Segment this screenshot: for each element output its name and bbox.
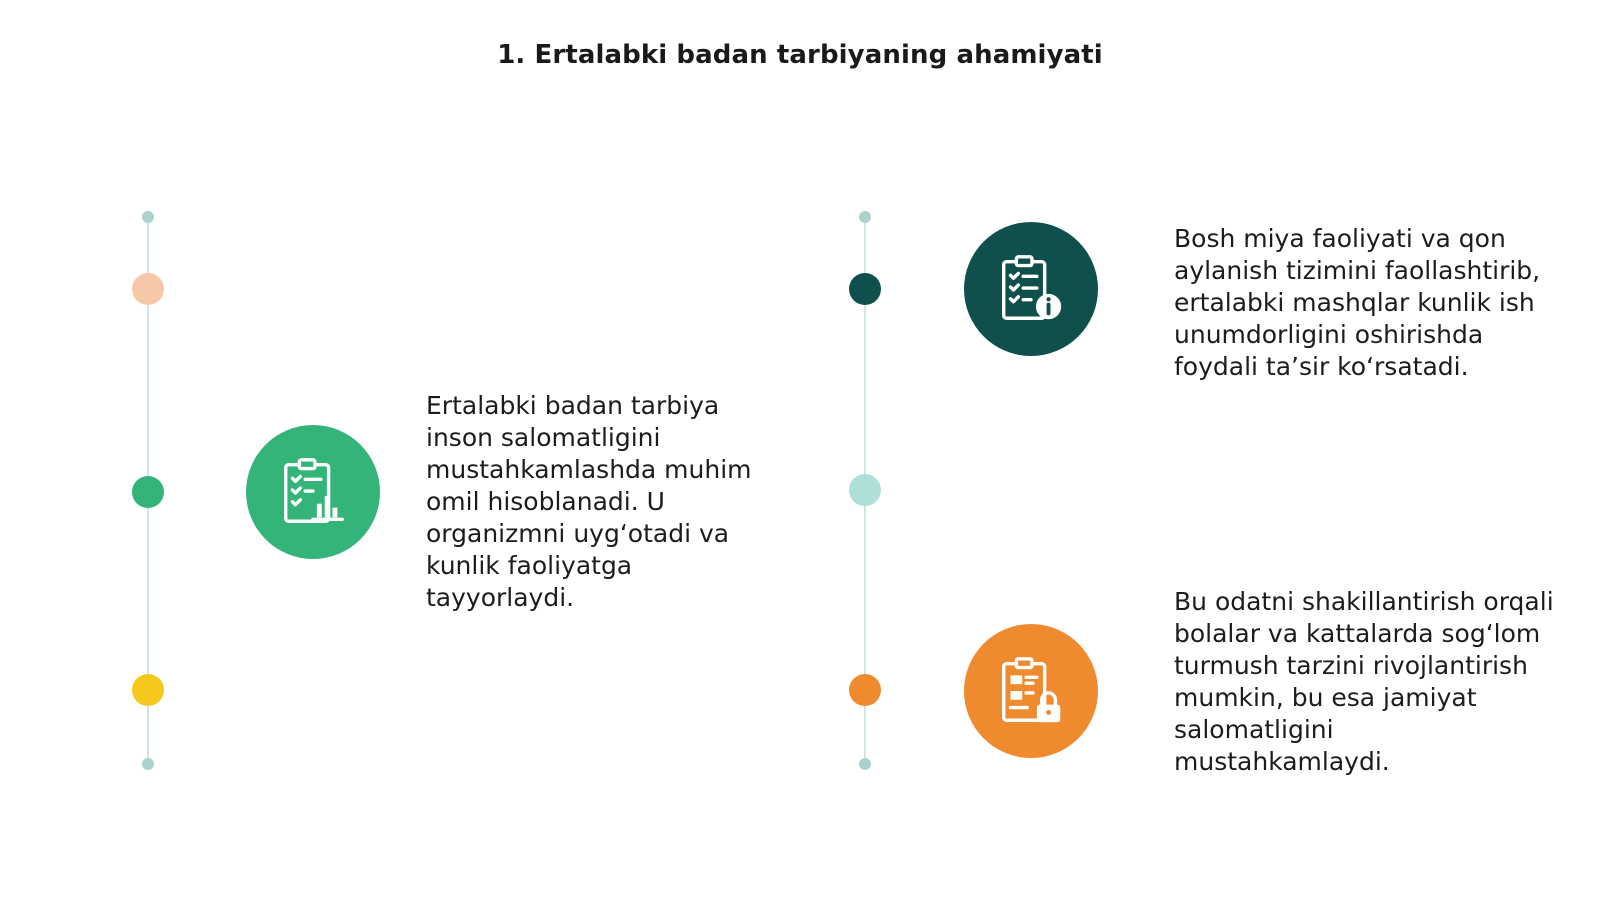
timeline-marker-mint [849,474,881,506]
timeline-marker-yellow [132,674,164,706]
timeline-marker-orange [849,674,881,706]
clipboard-lock-icon [964,624,1098,758]
page-title: 1. Ertalabki badan tarbiyaning ahamiyati [497,40,1103,70]
timeline-marker-dark-teal [849,273,881,305]
clipboard-chart-icon [246,425,380,559]
clipboard-info-icon [964,222,1098,356]
timeline-end-dot [859,211,871,223]
timeline-marker-green [132,476,164,508]
item-description: Bosh miya faoliyati va qon aylanish tizimini faollashtirib, ertalabki mashqlar kunlik ish unumdorligini oshirishda foydali ta’sir ko‘rsatadi. [1174,224,1541,381]
item-description: Ertalabki badan tarbiya inson salomatligini mustahkamlashda muhim omil hisoblanadi. U organizmni uyg‘otadi va kunlik faoliyatga tayyorlaydi. [426,391,752,612]
timeline-marker-peach [132,273,164,305]
timeline-end-dot [142,758,154,770]
timeline-end-dot [142,211,154,223]
item-description: Bu odatni shakillantirish orqali bolalar va kattalarda sog‘lom turmush tarzini rivojlantirish mumkin, bu esa jamiyat salomatligini mustahkamlaydi. [1174,587,1554,776]
timeline-end-dot [859,758,871,770]
